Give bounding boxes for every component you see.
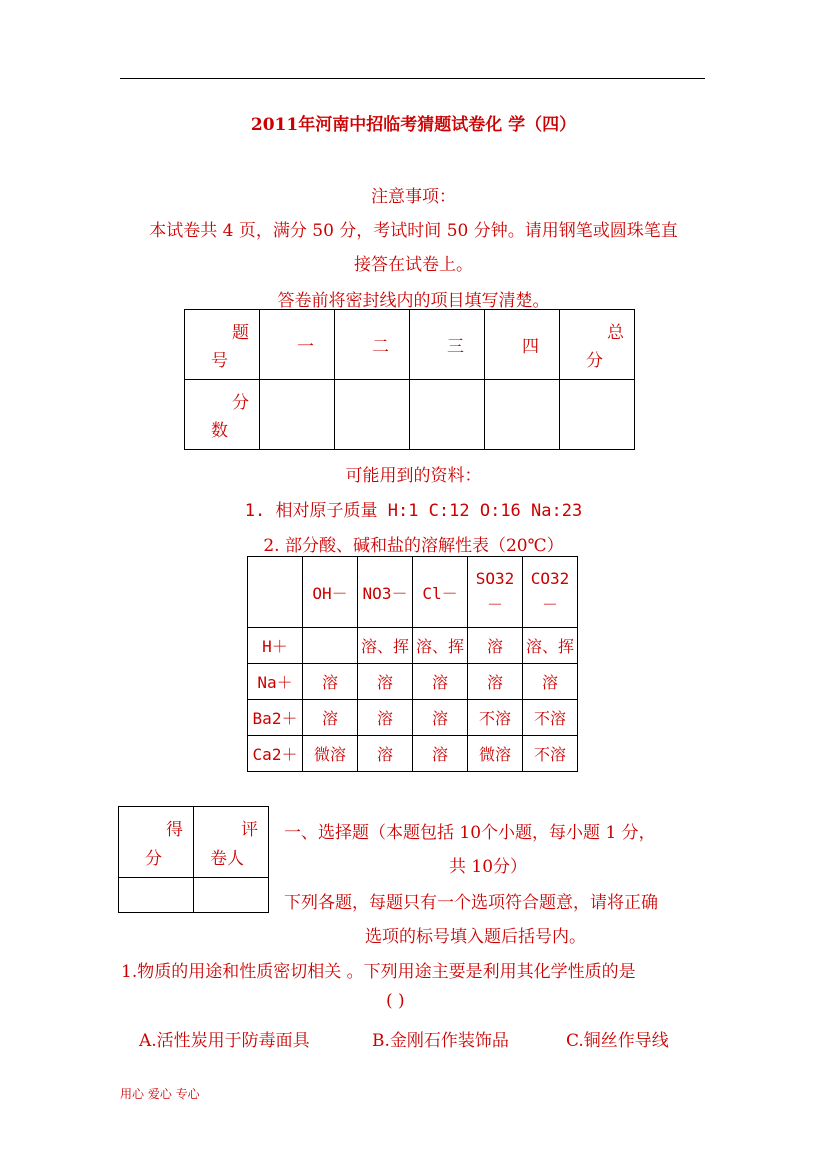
solubility-cell: 溶 <box>468 628 523 664</box>
solubility-cell: 不溶 <box>523 736 578 772</box>
solubility-corner <box>248 557 303 628</box>
solubility-cell: 溶 <box>523 664 578 700</box>
grade-reviewer-input[interactable] <box>194 878 269 913</box>
score-input-3[interactable] <box>410 380 485 450</box>
materials-heading: 可能用到的资料： <box>345 466 482 486</box>
solubility-cell: 溶、挥 <box>358 628 413 664</box>
grade-box <box>118 806 269 913</box>
solubility-header-no3: NO3－ <box>358 557 413 628</box>
section1-line-2: 共 10分） <box>449 857 528 877</box>
solubility-row <box>248 628 578 664</box>
section1-line-3: 下列各题，每题只有一个选项符合题意，请将正确 <box>284 893 658 913</box>
solubility-header-oh: OH－ <box>303 557 358 628</box>
score-row-label-cell <box>185 380 260 450</box>
solubility-cell: 溶 <box>413 736 468 772</box>
score-row-a: 分 <box>232 393 249 413</box>
score-col-3: 三 <box>410 310 485 380</box>
solubility-cell: 溶、挥 <box>413 628 468 664</box>
solubility-header-co3: CO32 － <box>523 557 578 628</box>
question1-option-b[interactable]: B.金刚石作装饰品 <box>372 1031 509 1051</box>
score-col-4: 四 <box>485 310 560 380</box>
solubility-cell: 微溶 <box>468 736 523 772</box>
notice-line-2: 接答在试卷上。 <box>354 255 473 275</box>
solubility-cell: 不溶 <box>523 700 578 736</box>
score-input-1[interactable] <box>260 380 335 450</box>
solubility-cell: 溶 <box>358 700 413 736</box>
grade-reviewer-label: 评 卷人 <box>194 807 269 878</box>
page-title: 2011年河南中招临考猜题试卷化 学（四） <box>250 115 577 135</box>
solubility-cell: 溶 <box>413 664 468 700</box>
notice-line-3: 答卷前将密封线内的项目填写清楚。 <box>277 291 550 311</box>
solubility-header-cl: Cl－ <box>413 557 468 628</box>
solubility-cell: 溶 <box>303 664 358 700</box>
solubility-row <box>248 736 578 772</box>
section1-line-4: 选项的标号填入题后括号内。 <box>365 927 586 947</box>
solubility-ion: H＋ <box>248 628 303 664</box>
solubility-cell: 溶 <box>358 664 413 700</box>
score-table <box>184 309 635 450</box>
score-header-a: 题 <box>232 323 249 343</box>
solubility-cell: 溶、挥 <box>523 628 578 664</box>
score-row-b: 数 <box>211 421 228 441</box>
solubility-ion: Ba2＋ <box>248 700 303 736</box>
score-total-b: 分 <box>586 351 603 371</box>
solubility-row <box>248 700 578 736</box>
score-col-2: 二 <box>335 310 410 380</box>
score-header-b: 号 <box>211 351 228 371</box>
score-total-a: 总 <box>607 323 624 343</box>
question1-answer-bracket[interactable]: ( ) <box>386 991 405 1011</box>
solubility-header-so3: SO32 － <box>468 557 523 628</box>
solubility-row <box>248 664 578 700</box>
question1-stem: 1.物质的用途和性质密切相关 。下列用途主要是利用其化学性质的是 <box>121 962 636 982</box>
materials-item-1: 1. 相对原子质量 H:1 C:12 O:16 Na:23 <box>244 501 583 521</box>
header-rule <box>120 78 705 79</box>
solubility-cell <box>303 628 358 664</box>
score-total-cell <box>560 310 635 380</box>
solubility-ion: Ca2＋ <box>248 736 303 772</box>
solubility-cell: 溶 <box>303 700 358 736</box>
solubility-cell: 溶 <box>468 664 523 700</box>
score-input-2[interactable] <box>335 380 410 450</box>
question1-option-c[interactable]: C.铜丝作导线 <box>566 1031 669 1051</box>
materials-item-2: 2. 部分酸、碱和盐的溶解性表（20℃） <box>263 536 564 556</box>
score-col-1: 一 <box>260 310 335 380</box>
score-input-4[interactable] <box>485 380 560 450</box>
question1-option-a[interactable]: A.活性炭用于防毒面具 <box>139 1031 310 1051</box>
solubility-ion: Na＋ <box>248 664 303 700</box>
solubility-table <box>247 556 578 772</box>
grade-score-label: 得 分 <box>119 807 194 878</box>
score-header-cell <box>185 310 260 380</box>
page-footer: 用心 爱心 专心 <box>120 1087 200 1101</box>
section1-line-1: 一、选择题（本题包括 10个小题，每小题 1 分， <box>284 823 656 843</box>
solubility-cell: 溶 <box>358 736 413 772</box>
grade-score-input[interactable] <box>119 878 194 913</box>
solubility-cell: 微溶 <box>303 736 358 772</box>
notice-line-1: 本试卷共 4 页，满分 50 分，考试时间 50 分钟。请用钢笔或圆珠笔直 <box>149 221 678 241</box>
solubility-cell: 溶 <box>413 700 468 736</box>
score-input-total[interactable] <box>560 380 635 450</box>
notice-heading: 注意事项： <box>371 187 456 207</box>
solubility-cell: 不溶 <box>468 700 523 736</box>
